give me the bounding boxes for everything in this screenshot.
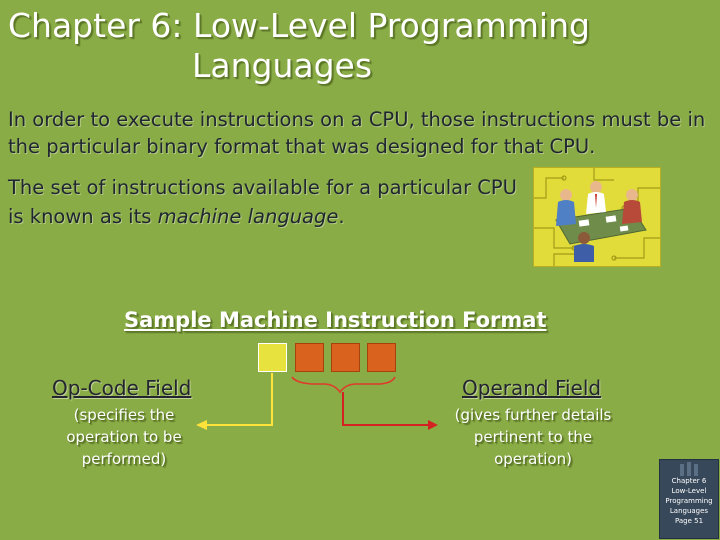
machine-language-term: machine language [157,205,339,228]
opcode-field-label: Op-Code Field [52,376,192,400]
machine-language-period: . [338,205,345,228]
operand-bit-box [367,343,396,372]
meeting-clipart-image [533,167,661,267]
format-heading: Sample Machine Instruction Format [124,308,547,332]
slide-title [8,6,648,86]
page-footer-box [659,459,719,539]
operand-field-label: Operand Field [462,376,602,400]
opcode-connector-line [206,373,272,425]
opcode-field-description: (specifies the operation to be performed) [66,406,182,468]
footer-title-line-1: Low-Level [671,487,707,495]
footer-title-line-2: Programming [665,497,713,505]
footer-title-line-3: Languages [669,507,709,515]
title-line-1: Chapter 6: Low-Level Programming [8,6,590,45]
operand-brace [292,377,395,392]
machine-language-text: The set of instructions available for a particular CPU is known as its [8,176,517,228]
operand-field-description: (gives further details pertinent to the operation) [454,406,612,468]
footer-chapter: Chapter 6 [671,477,707,485]
operand-connector-line [343,392,428,425]
opcode-bit-box [258,343,287,372]
intro-paragraph: In order to execute instructions on a CPU, those instructions must be in the particular binary format that was designed for that CPU. [8,108,706,158]
operand-arrowhead [428,420,438,430]
footer-page-number: Page 51 [674,517,704,525]
operand-bit-box [295,343,324,372]
machine-language-paragraph [8,173,528,231]
title-line-2: Languages [192,46,373,85]
footer-text [660,476,718,526]
operand-bit-box [331,343,360,372]
